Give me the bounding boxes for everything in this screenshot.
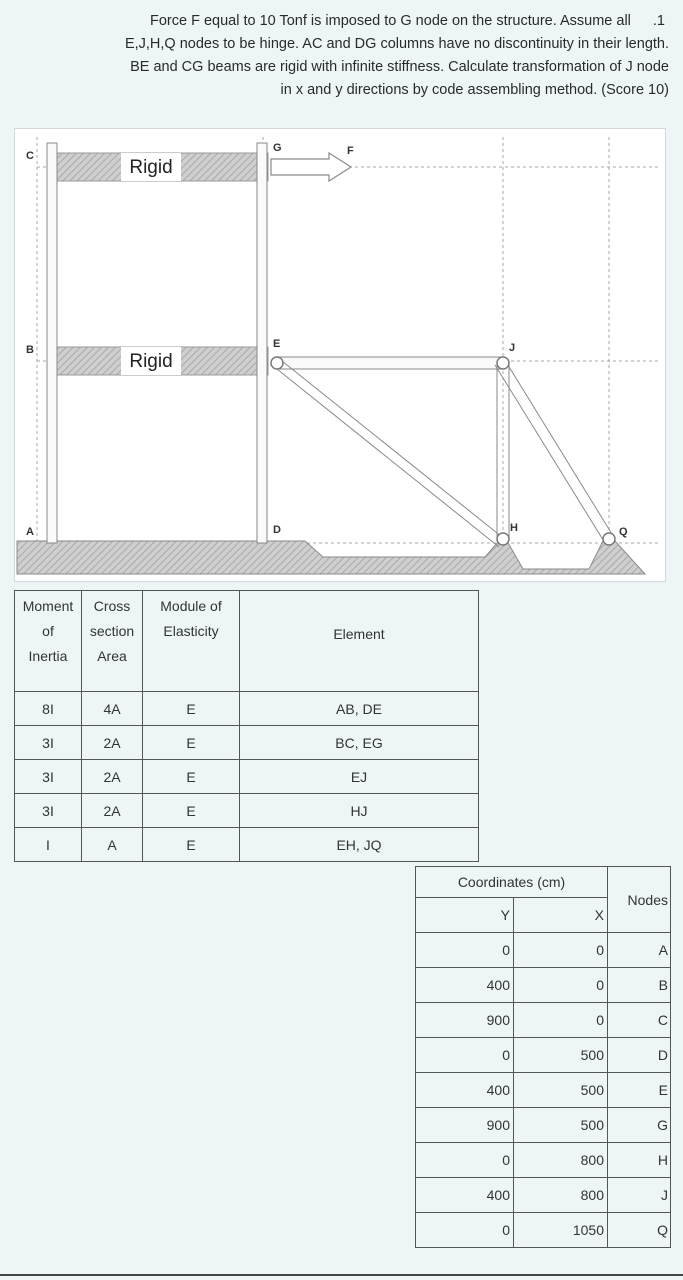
header-module-line: Module of [160,598,222,614]
cell-element: HJ [240,794,479,828]
properties-header-row [15,591,479,692]
table-row [416,1213,671,1248]
coords-title-row [416,867,671,898]
header-element: Element [240,591,479,692]
question-line-4: in x and y directions by code assembling method. (Score 10) [280,82,669,98]
cell-x: 500 [514,1108,608,1143]
cell-x: 800 [514,1143,608,1178]
cell-inertia: I [15,828,82,862]
node-label-b: B [26,344,34,356]
cell-inertia: 3I [15,760,82,794]
cell-area: A [82,828,143,862]
table-row [416,933,671,968]
ground-hatch [17,541,645,574]
cell-y: 0 [416,1038,514,1073]
hinge-h [497,533,509,545]
question-text [14,10,669,102]
bottom-divider [0,1274,683,1276]
table-row [416,1038,671,1073]
cell-node: Q [608,1213,671,1248]
node-label-a: A [26,526,34,538]
table-row [416,1143,671,1178]
cell-element: AB, DE [240,692,479,726]
table-row [416,1003,671,1038]
cell-area: 2A [82,794,143,828]
hinge-j [497,357,509,369]
cell-area: 2A [82,726,143,760]
table-row [15,726,479,760]
table-row [416,1108,671,1143]
cell-x: 500 [514,1073,608,1108]
cell-y: 900 [416,1003,514,1038]
table-row [416,1178,671,1213]
cell-y: 400 [416,1178,514,1213]
force-arrow [271,153,351,181]
header-module-line: Elasticity [163,623,219,639]
node-coordinates-table [415,866,671,1248]
header-cross-section-area [82,591,143,692]
cell-y: 0 [416,1143,514,1178]
node-label-d: D [273,524,281,536]
cell-y: 0 [416,1213,514,1248]
cell-element: EJ [240,760,479,794]
hinge-q [603,533,615,545]
cell-y: 400 [416,1073,514,1108]
hinge-e [271,357,283,369]
cell-modulus: E [143,794,240,828]
cell-inertia: 3I [15,794,82,828]
cell-node: B [608,968,671,1003]
question-line-2: E,J,H,Q nodes to be hinge. AC and DG columns have no discontinuity in their length. [124,36,669,52]
question-line-3: BE and CG beams are rigid with infinite stiffness. Calculate transformation of J node [130,59,669,75]
structure-diagram [15,129,665,581]
cell-modulus: E [143,726,240,760]
node-label-q: Q [619,526,628,538]
cell-inertia: 3I [15,726,82,760]
coords-title: Coordinates (cm) [416,867,608,898]
table-row [15,692,479,726]
cell-element: EH, JQ [240,828,479,862]
column-dg [257,143,267,543]
cell-node: E [608,1073,671,1108]
cell-modulus: E [143,828,240,862]
cell-x: 1050 [514,1213,608,1248]
cell-y: 900 [416,1108,514,1143]
table-row [416,1073,671,1108]
header-cross-line: section [89,623,135,639]
cell-modulus: E [143,692,240,726]
node-label-j: J [509,342,516,354]
cell-element: BC, EG [240,726,479,760]
header-module-of-elasticity [143,591,240,692]
question-line-1: Force F equal to 10 Tonf is imposed to G node on the structure. Assume all [149,13,631,29]
nodes-header: Nodes [608,867,671,933]
force-label-f: F [347,145,354,157]
cell-x: 800 [514,1178,608,1213]
question-number: .1 [652,13,665,29]
structure-figure [14,128,666,582]
header-moment-line: Inertia [28,648,68,664]
table-row [416,968,671,1003]
element-properties-table [14,590,479,862]
node-label-h: H [510,522,518,534]
header-cross-line: Area [97,648,127,664]
node-label-g: G [273,142,282,154]
cell-modulus: E [143,760,240,794]
column-ac [47,143,57,543]
cell-area: 2A [82,760,143,794]
cell-x: 500 [514,1038,608,1073]
table-row [15,828,479,862]
cell-y: 0 [416,933,514,968]
truss-members [271,357,615,547]
cell-x: 0 [514,968,608,1003]
cell-area: 4A [82,692,143,726]
header-moment-line: of [42,623,54,639]
rigid-label-top: Rigid [129,157,173,178]
y-header: Y [416,898,514,933]
header-cross-line: Cross [93,598,131,614]
header-moment-of-inertia [15,591,82,692]
cell-inertia: 8I [15,692,82,726]
cell-node: G [608,1108,671,1143]
cell-x: 0 [514,933,608,968]
node-label-c: C [26,150,34,162]
cell-node: D [608,1038,671,1073]
cell-node: A [608,933,671,968]
cell-x: 0 [514,1003,608,1038]
rigid-label-mid: Rigid [129,351,173,372]
table-row [15,794,479,828]
cell-y: 400 [416,968,514,1003]
cell-node: H [608,1143,671,1178]
cell-node: C [608,1003,671,1038]
header-moment-line: Moment [22,598,74,614]
x-header: X [514,898,608,933]
node-label-e: E [273,338,281,350]
table-row [15,760,479,794]
cell-node: J [608,1178,671,1213]
